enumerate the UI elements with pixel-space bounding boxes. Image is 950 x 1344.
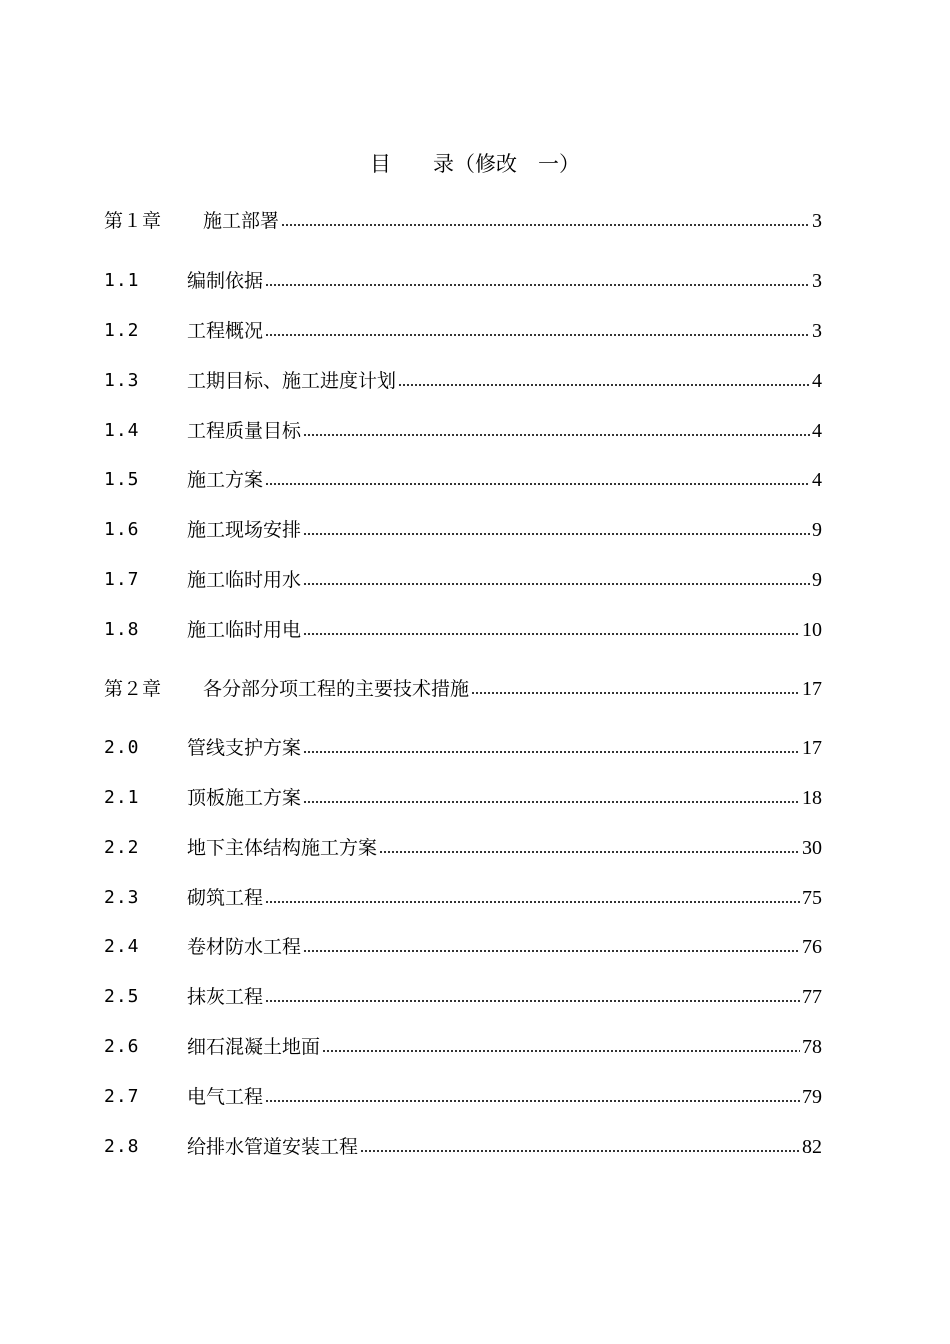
toc-entry-1-8[interactable]: [104, 616, 822, 644]
dot-leader: [265, 282, 810, 288]
toc-entry-label: 编制依据: [187, 270, 264, 292]
dot-leader: [265, 998, 800, 1004]
toc-entry-label: 施工现场安排: [187, 519, 302, 541]
toc-entry-number: 第１章: [104, 210, 162, 232]
toc-entry-number: 2.1: [104, 787, 140, 808]
toc-entry-2-2[interactable]: [104, 834, 822, 862]
toc-entry-number: 2.3: [104, 887, 140, 908]
dot-leader: [379, 849, 800, 855]
dot-leader: [303, 799, 800, 805]
toc-entry-number: 2.6: [104, 1036, 140, 1057]
toc-entry-label: 地下主体结构施工方案: [187, 837, 378, 859]
toc-entry-page: 76: [802, 936, 822, 958]
toc-entry-page: 3: [812, 320, 822, 342]
toc-entry-2-6[interactable]: [104, 1033, 822, 1061]
dot-leader: [303, 581, 810, 587]
toc-entry-2-8[interactable]: [104, 1133, 822, 1161]
dot-leader: [398, 382, 810, 388]
toc-entry-number: 1.2: [104, 320, 140, 341]
toc-entry-label: 施工临时用水: [187, 569, 302, 591]
toc-title: 目 录（修改 一）: [370, 152, 580, 176]
toc-entry-number: 2.0: [104, 737, 140, 758]
toc-entry-number: 2.7: [104, 1086, 140, 1107]
toc-entry-number: 2.2: [104, 837, 140, 858]
toc-entry-number: 1.7: [104, 569, 140, 590]
toc-entry-label: 管线支护方案: [187, 737, 302, 759]
toc-entry-2-5[interactable]: [104, 983, 822, 1011]
dot-leader: [303, 631, 800, 637]
toc-entry-page: 82: [802, 1136, 822, 1158]
toc-entry-page: 75: [802, 887, 822, 909]
toc-entry-label: 顶板施工方案: [187, 787, 302, 809]
toc-entry-page: 77: [802, 986, 822, 1008]
dot-leader: [265, 332, 810, 338]
toc-entry-number: 1.6: [104, 519, 140, 540]
toc-entry-page: 17: [802, 678, 822, 700]
dot-leader: [322, 1048, 800, 1054]
toc-entry-label: 电气工程: [187, 1086, 264, 1108]
toc-entry-label: 工程概况: [187, 320, 264, 342]
toc-entry-number: 2.8: [104, 1136, 140, 1157]
toc-entry-2-1[interactable]: [104, 784, 822, 812]
toc-entry-number: 2.5: [104, 986, 140, 1007]
toc-entry-2-3[interactable]: [104, 884, 822, 912]
toc-entry-number: 1.1: [104, 270, 140, 291]
toc-entry-number: 2.4: [104, 936, 140, 957]
dot-leader: [265, 899, 800, 905]
toc-entry-page: 18: [802, 787, 822, 809]
toc-entry-page: 79: [802, 1086, 822, 1108]
toc-entry-page: 3: [812, 210, 822, 232]
toc-entry-number: 第２章: [104, 678, 162, 700]
toc-entry-page: 10: [802, 619, 822, 641]
toc-entry-page: 30: [802, 837, 822, 859]
toc-entry-2-7[interactable]: [104, 1083, 822, 1111]
toc-entry-1-5[interactable]: [104, 466, 822, 494]
toc-entry-label: 砌筑工程: [187, 887, 264, 909]
toc-entry-chapter-1[interactable]: [104, 207, 822, 235]
toc-entry-page: 4: [812, 370, 822, 392]
toc-entry-2-0[interactable]: [104, 734, 822, 762]
toc-entry-number: 1.8: [104, 619, 140, 640]
toc-entry-1-4[interactable]: [104, 417, 822, 445]
toc-entry-1-2[interactable]: [104, 317, 822, 345]
toc-entry-label: 工期目标、施工进度计划: [187, 370, 397, 392]
toc-entry-label: 各分部分项工程的主要技术措施: [203, 678, 470, 700]
toc-entry-page: 4: [812, 469, 822, 491]
toc-entry-page: 17: [802, 737, 822, 759]
toc-entry-page: 9: [812, 569, 822, 591]
toc-entry-label: 施工方案: [187, 469, 264, 491]
toc-entry-label: 施工临时用电: [187, 619, 302, 641]
dot-leader: [303, 531, 810, 537]
toc-entry-number: 1.5: [104, 469, 140, 490]
toc-entry-label: 抹灰工程: [187, 986, 264, 1008]
dot-leader: [265, 1098, 800, 1104]
toc-entry-label: 给排水管道安装工程: [187, 1136, 359, 1158]
toc-entry-chapter-2[interactable]: [104, 675, 822, 703]
dot-leader: [360, 1148, 800, 1154]
toc-entry-page: 78: [802, 1036, 822, 1058]
dot-leader: [471, 690, 800, 696]
dot-leader: [303, 432, 810, 438]
toc-entry-label: 施工部署: [203, 210, 280, 232]
toc-entry-number: 1.3: [104, 370, 140, 391]
dot-leader: [303, 749, 800, 755]
toc-entry-1-7[interactable]: [104, 566, 822, 594]
toc-entry-1-3[interactable]: [104, 367, 822, 395]
toc-entry-label: 卷材防水工程: [187, 936, 302, 958]
dot-leader: [303, 948, 800, 954]
dot-leader: [265, 481, 810, 487]
toc-entry-2-4[interactable]: [104, 933, 822, 961]
toc-entry-label: 细石混凝土地面: [187, 1036, 321, 1058]
toc-entry-page: 9: [812, 519, 822, 541]
toc-entry-number: 1.4: [104, 420, 140, 441]
toc-entry-page: 3: [812, 270, 822, 292]
toc-entry-page: 4: [812, 420, 822, 442]
toc-entry-label: 工程质量目标: [187, 420, 302, 442]
toc-entry-1-6[interactable]: [104, 516, 822, 544]
dot-leader: [281, 222, 810, 228]
toc-entry-1-1[interactable]: [104, 267, 822, 295]
